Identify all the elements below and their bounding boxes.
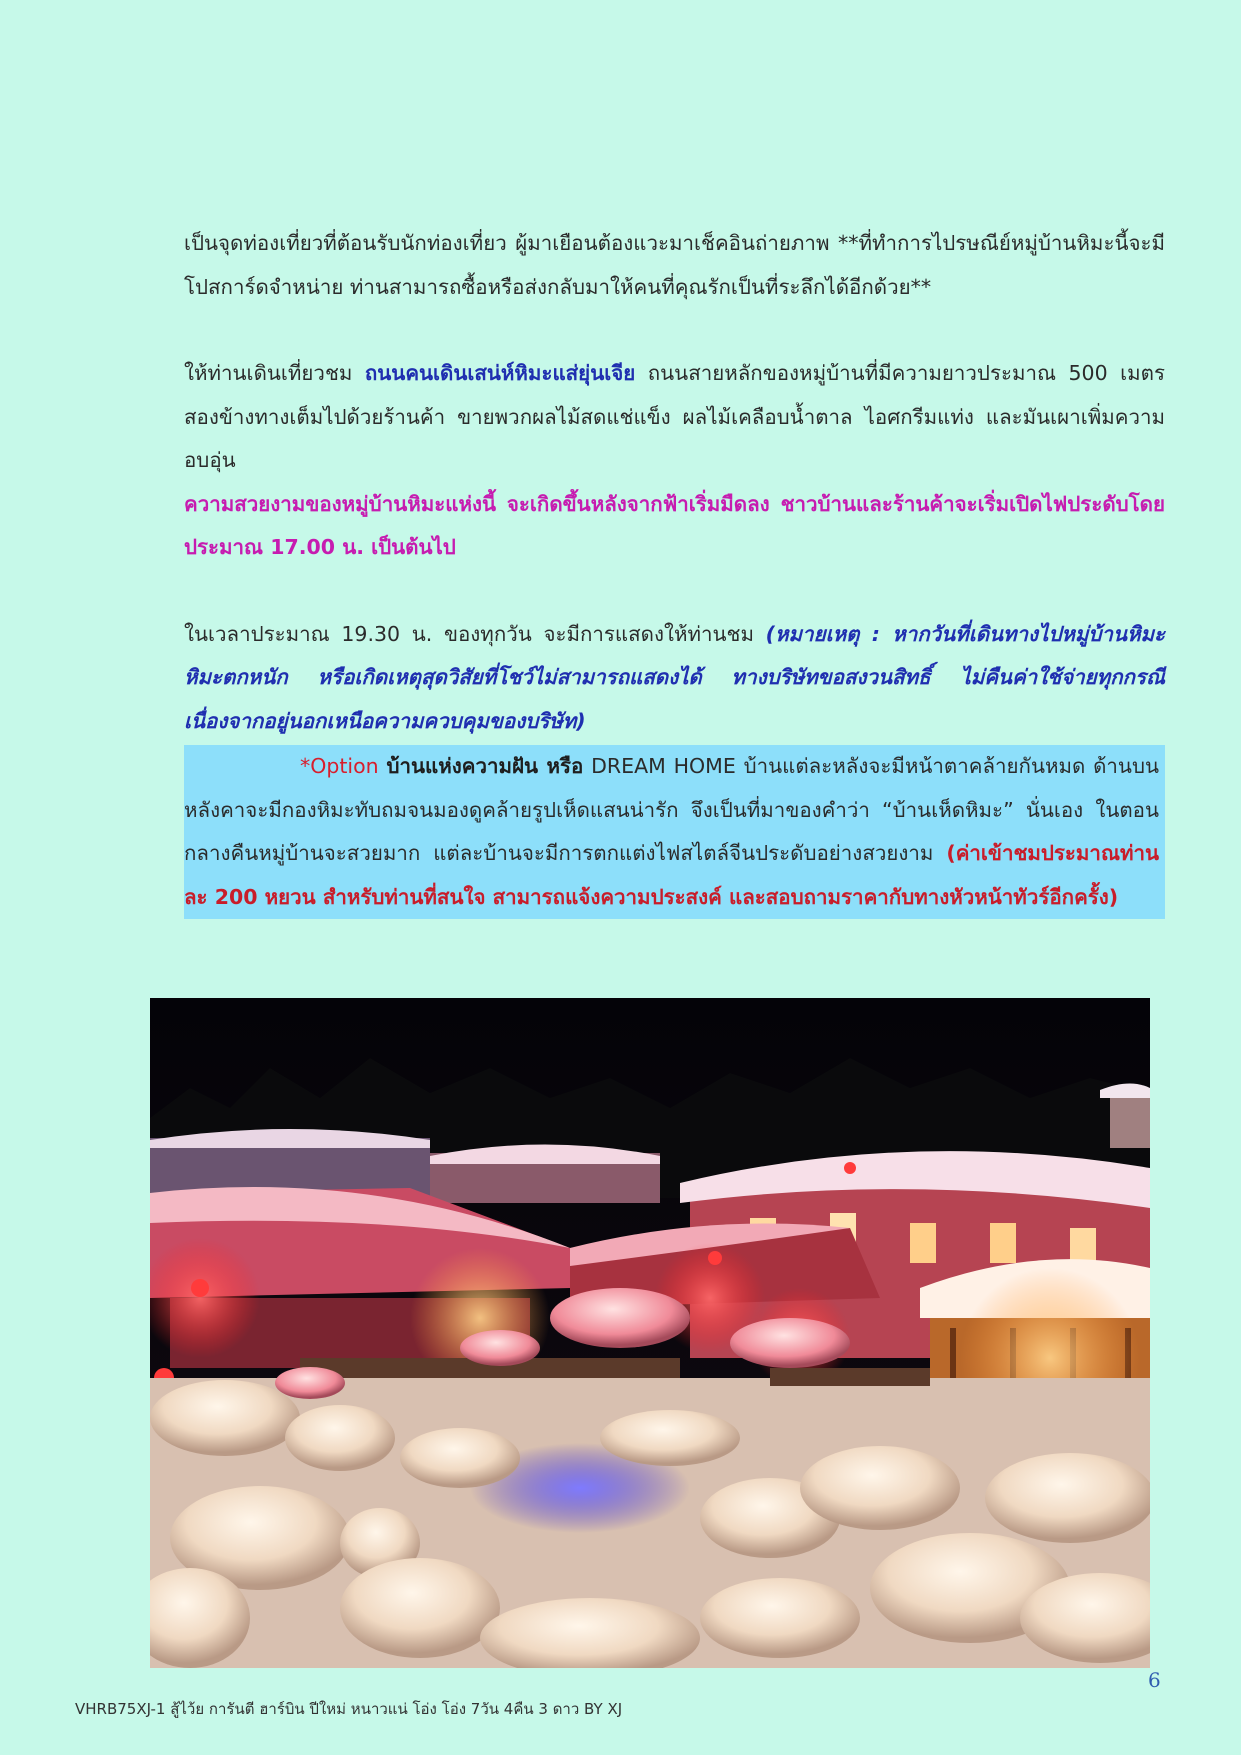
option-paragraph [184, 745, 1159, 919]
page-number: 6 [1148, 1668, 1161, 1692]
option-dream-home-box [184, 745, 1165, 919]
paragraph-show [184, 613, 1165, 744]
paragraph-night-lights: ความสวยงามของหมู่บ้านหิมะแห่งนี้ จะเกิดขึ้นหลังจากฟ้าเริ่มมืดลง ชาวบ้านและร้านค้าจะเริ่มเปิดไฟประดับโดยประมาณ 17.00 น. เป็นต้นไป [184, 491, 1165, 559]
footer-tour-code: VHRB75XJ-1 สู้ไว้ย การันตี ฮาร์บิน ปีใหม่ หนาวแน่ โอ่ง โอ่ง 7วัน 4คืน 3 ดาว BY XJ [75, 1700, 623, 1718]
option-price-note: (ค่าเข้าชมประมาณท่านละ 200 หยวน สำหรับท่านที่สนใจ สามารถแจ้งความประสงค์ และสอบถามราคากับทางหัวหน้าทัวร์อีกครั้ง) [184, 841, 1159, 909]
option-description: บ้านแต่ละหลังจะมีหน้าตาคล้ายกันหมด ด้านบนหลังคาจะมีกองหิมะทับถมจนมองดูคล้ายรูปเห็ดแสนน่ารัก จึงเป็นที่มาของคำว่า “บ้านเห็ดหิมะ” นั่นเอง ในตอนกลางคืนหมู่บ้านจะสวยมาก แต่ละบ้านจะมีการตกแต่งไฟสไตล์จีนประดับอย่างสวยงาม [184, 754, 1159, 865]
walking-street-intro: ให้ท่านเดินเที่ยวชม [184, 361, 365, 385]
snow-village-night-photo [150, 998, 1150, 1668]
paragraph-postcard: เป็นจุดท่องเที่ยวที่ต้อนรับนักท่องเที่ยว ผู้มาเยือนต้องแวะมาเช็คอินถ่ายภาพ **ที่ทำการไปรษณีย์หมู่บ้านหิมะนี้จะมีโปสการ์ดจำหน่าย ท่านสามารถซื้อหรือส่งกลับมาให้คนที่คุณรักเป็นที่ระลึกได้อีกด้วย** [184, 231, 1165, 299]
option-title: บ้านแห่งความฝัน หรือ [386, 754, 584, 778]
walking-street-name: ถนนคนเดินเสน่ห์หิมะแส่ยุ่นเจีย [364, 361, 636, 385]
paragraph-walking-street [184, 352, 1165, 483]
show-note: (หมายเหตุ : หากวันที่เดินทางไปหมู่บ้านหิมะหิมะตกหนัก หรือเกิดเหตุสุดวิสัยที่โชว์ไม่สามารถแสดงได้ ทางบริษัทขอสงวนสิทธิ์ ไม่คืนค่าใช้จ่ายทุกกรณี เนื่องจากอยู่นอกเหนือความควบคุมของบริษัท) [184, 621, 1165, 733]
option-title-english: DREAM HOME [591, 754, 736, 778]
show-time-text: ในเวลาประมาณ 19.30 น. ของทุกวัน จะมีการแสดงให้ท่านชม [184, 621, 766, 646]
document-body [184, 222, 1165, 919]
walking-street-description: ถนนสายหลักของหมู่บ้านที่มีความยาวประมาณ 500 เมตร สองข้างทางเต็มไปด้วยร้านค้า ขายพวกผลไม้สดแช่แข็ง ผลไม้เคลือบน้ำตาล ไอศกรีมแท่ง และมันเผาเพิ่มความอบอุ่น [184, 361, 1165, 472]
option-label: *Option [300, 754, 379, 778]
